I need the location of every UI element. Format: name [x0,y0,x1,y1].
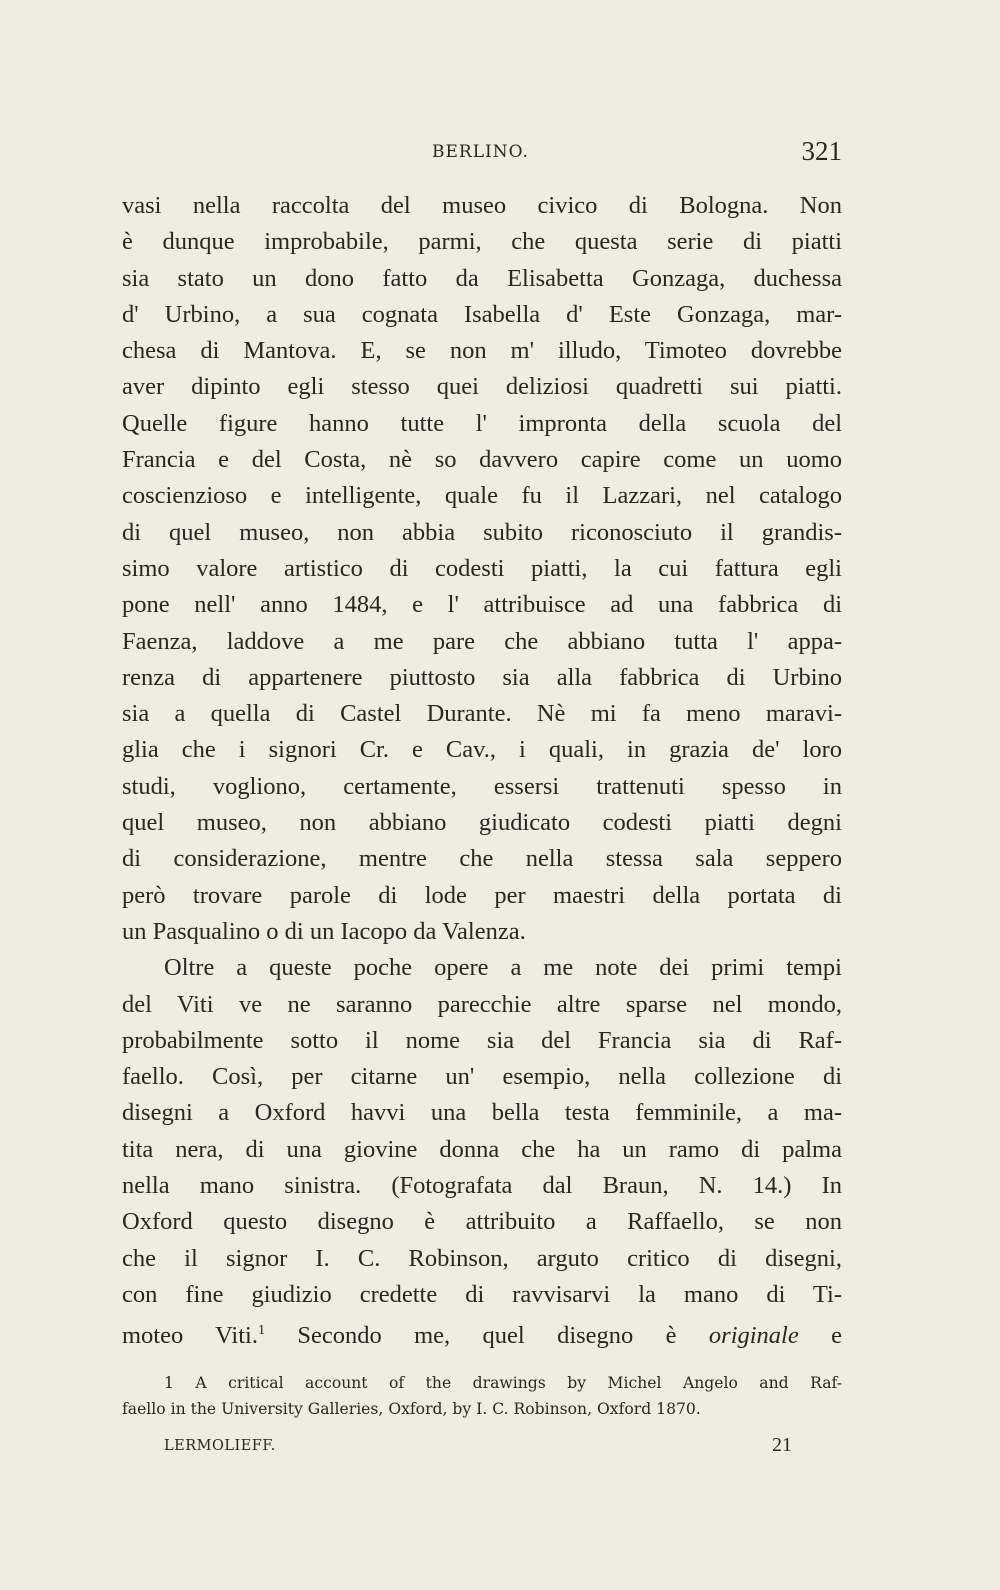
text-line: Oltre a queste poche opere a me note dei primi tempi [164,954,842,982]
italic-emphasis: originale [708,1322,799,1350]
footnote-marker: 1 [257,1323,265,1339]
body-text [122,188,842,1350]
footnote-line: faello in the University Galleries, Oxford, by I. C. Robinson, Oxford 1870. [122,1400,701,1418]
running-head: BERLINO. [432,142,529,162]
text-line: Francia e del Costa, nè so davvero capire come un uomo [122,446,842,474]
text-line: sia stato un dono fatto da Elisabetta Gonzaga, duchessa [122,264,842,292]
text-line: di considerazione, mentre che nella stessa sala seppero [122,845,842,873]
text-line: probabilmente sotto il nome sia del Francia sia di Raf- [122,1026,842,1054]
text-line: studi, vogliono, certamente, essersi trattenuti spesso in [122,772,842,800]
text-line: aver dipinto egli stesso quei deliziosi quadretti sui piatti. [122,373,842,401]
page-header [122,136,842,176]
final-line-middle: Secondo me, quel disegno è [264,1322,709,1350]
sheet-number: 21 [772,1434,792,1456]
text-line: di quel museo, non abbia subito riconosciuto il grandis- [122,518,842,546]
text-line-final [122,1313,842,1349]
text-line: glia che i signori Cr. e Cav., i quali, in grazia de' loro [122,736,842,764]
printer-signature: LERMOLIEFF. [164,1438,276,1454]
text-line: renza di appartenere piuttosto sia alla fabbrica di Urbino [122,663,842,691]
footnote-line: 1 A critical account of the drawings by Michel Angelo and Raf- [164,1374,842,1392]
text-line: Oxford questo disegno è attribuito a Raffaello, se non [122,1208,842,1236]
text-line: del Viti ve ne saranno parecchie altre sparse nel mondo, [122,990,842,1018]
text-line: però trovare parole di lode per maestri della portata di [122,881,842,909]
text-line: simo valore artistico di codesti piatti, la cui fattura egli [122,554,842,582]
final-line-end: e [798,1322,842,1350]
text-line: nella mano sinistra. (Fotografata dal Braun, N. 14.) In [122,1172,842,1200]
text-line: Quelle figure hanno tutte l' impronta della scuola del [122,409,842,437]
text-line: quel museo, non abbiano giudicato codesti piatti degni [122,809,842,837]
footnote [122,1370,842,1422]
text-line: con fine giudizio credette di ravvisarvi la mano di Ti- [122,1280,842,1308]
text-line: disegni a Oxford havvi una bella testa femminile, a ma- [122,1099,842,1127]
text-line: tita nera, di una giovine donna che ha un ramo di palma [122,1135,842,1163]
text-line: sia a quella di Castel Durante. Nè mi fa meno maravi- [122,700,842,728]
text-line: d' Urbino, a sua cognata Isabella d' Este Gonzaga, mar- [122,300,842,328]
text-line: è dunque improbabile, parmi, che questa serie di piatti [122,228,842,256]
text-line: Faenza, laddove a me pare che abbiano tutta l' appa- [122,627,842,655]
final-line-start: moteo Viti. [122,1322,258,1350]
text-line: un Pasqualino o di un Iacopo da Valenza. [122,917,526,945]
page-number: 321 [801,136,842,166]
text-line: pone nell' anno 1484, e l' attribuisce ad una fabbrica di [122,591,842,619]
text-line: vasi nella raccolta del museo civico di Bologna. Non [122,192,842,219]
text-line: faello. Così, per citarne un' esempio, nella collezione di [122,1063,842,1091]
text-line: chesa di Mantova. E, se non m' illudo, Timoteo dovrebbe [122,337,842,365]
text-line: coscienzioso e intelligente, quale fu il Lazzari, nel catalogo [122,482,842,510]
text-line: che il signor I. C. Robinson, arguto critico di disegni, [122,1244,842,1272]
